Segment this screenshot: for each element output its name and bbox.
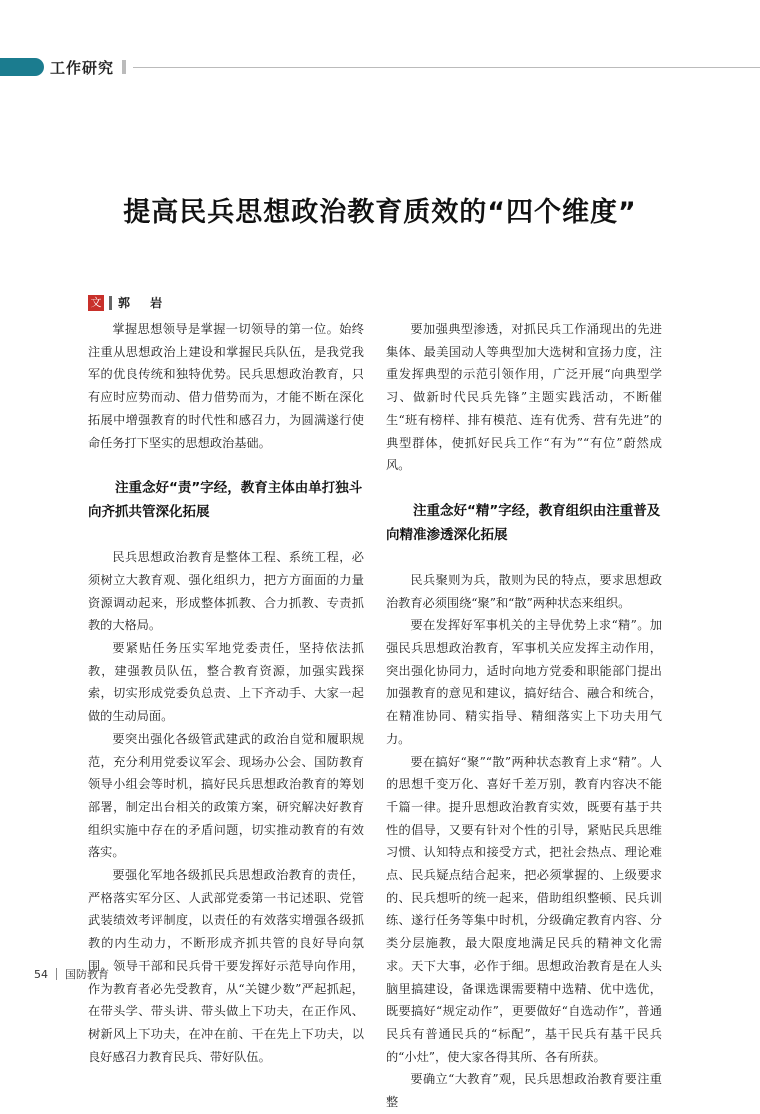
section-heading-2 (386, 499, 662, 547)
right-column (386, 318, 662, 1114)
body-paragraph: 要加强典型渗透，对抓民兵工作涌现出的先进集体、最美国动人等典型加大选树和宣扬力度，注重发挥典型的示范引领作用，广泛开展“向典型学习、做新时代民兵先锋”主题实践活动，不断催生“班有榜样、排有模范、连有优秀、营有先进”的典型群体，使抓好民兵工作“有为”“有位”蔚然成风。 (386, 322, 662, 473)
footer-divider (56, 968, 57, 980)
body-paragraph: 要突出强化各级管武建武的政治自觉和履职规范，充分利用党委议军会、现场办公会、国防教育领导小组会等时机，搞好民兵思想政治教育的筹划部署，制定出台相关的政策方案，研究解决好教育组织实施中存在的矛盾问题，切实推动教育的有效落实。 (88, 731, 364, 860)
author-mark: 文 (88, 295, 104, 311)
magazine-name: 国防教育 (65, 968, 109, 981)
body-paragraph: 民兵聚则为兵，散则为民的特点，要求思想政治教育必须围绕“聚”和“散”两种状态来组织。 (386, 572, 662, 610)
left-column (88, 318, 364, 1068)
section-divider-bar (122, 60, 126, 74)
section-heading-2-line2: 向精准渗透深化拓展 (386, 526, 508, 543)
section-heading-1-line1: 注重念好“责”字经，教育主体由单打独斗 (115, 480, 363, 497)
body-paragraph: 要紧贴任务压实军地党委责任，坚持依法抓教，建强教员队伍，整合教育资源，加强实践探索，切实形成党委负总责、上下齐动手、大家一起做的生动局面。 (88, 641, 364, 724)
body-paragraph: 民兵思想政治教育是整体工程、系统工程，必须树立大教育观、强化组织力，把方方面面的力量资源调动起来，形成整体抓教、合力抓教、专责抓教的大格局。 (88, 550, 364, 633)
article-title: 提高民兵思想政治教育质效的“四个维度” (123, 197, 637, 228)
byline-divider (109, 296, 112, 310)
section-heading-1 (88, 476, 364, 524)
body-paragraph: 要在搞好“聚”“散”两种状态教育上求“精”。人的思想千变万化、喜好千差万别，教育内容决不能千篇一律。提升思想政治教育实效，既要有基于共性的倡导，又要有针对个性的引导，紧贴民兵思维习惯、认知特点和接受方式，把社会热点、理论难点、民兵疑点结合起来，把必须掌握的、上级要求的、民兵想听的统一起来，借助组织整顿、民兵训练、遂行任务等集中时机，分级确定教育内容、分类分层施教，最大限度地满足民兵的精神文化需求。天下大事，必作于细。思想政治教育是在人头脑里搞建设，备课选课需要精中选精、优中选优，既要搞好“规定动作”，更要做好“自选动作”，普通民兵有普通民兵的“标配”，基干民兵有基干民兵的“小灶”，使大家各得其所、各有所获。 (386, 754, 662, 1064)
section-heading-1-line2: 向齐抓共管深化拓展 (88, 504, 210, 521)
body-paragraph: 要在发挥好军事机关的主导优势上求“精”。加强民兵思想政治教育，军事机关应发挥主动作用，突出强化协同力，适时向地方党委和职能部门提出加强教育的意见和建议，搞好结合、融合和统合，在精准协同、精实指导、精细落实上下功夫用气力。 (386, 618, 662, 746)
body-paragraph: 要确立“大教育”观，民兵思想政治教育要注重整 (386, 1072, 662, 1110)
byline (88, 294, 170, 311)
body-paragraph: 要强化军地各级抓民兵思想政治教育的责任，严格落实军分区、人武部党委第一书记述职、党管武装绩效考评制度，以责任的有效落实增强各级抓教的内生动力，不断形成齐抓共管的良好导向氛围。领导干部和民兵骨干要发挥好示范导向作用，作为教育者必先受教育，从“关键少数”严起抓起，在带头学、带头讲、带头做上下功夫，在正作风、树新风上下功夫，在冲在前、干在先上下功夫，以良好感召力教育民兵、带好队伍。 (88, 868, 364, 1064)
page-footer (34, 966, 109, 982)
page-number: 54 (34, 967, 48, 981)
author-name: 郭 岩 (118, 296, 171, 310)
section-label: 工作研究 (50, 59, 115, 77)
section-heading-2-line1: 注重念好“精”字经，教育组织由注重普及 (413, 502, 661, 519)
section-band (0, 58, 44, 76)
intro-paragraph: 掌握思想领导是掌握一切领导的第一位。始终注重从思想政治上建设和掌握民兵队伍，是我党我军的优良传统和独特优势。民兵思想政治教育，只有应时应势而动、借力借势而为，才能不断在深化拓展中增强教育的时代性和感召力，为圆满遂行使命任务打下坚实的思想政治基础。 (88, 322, 364, 450)
header-rule (133, 67, 760, 68)
